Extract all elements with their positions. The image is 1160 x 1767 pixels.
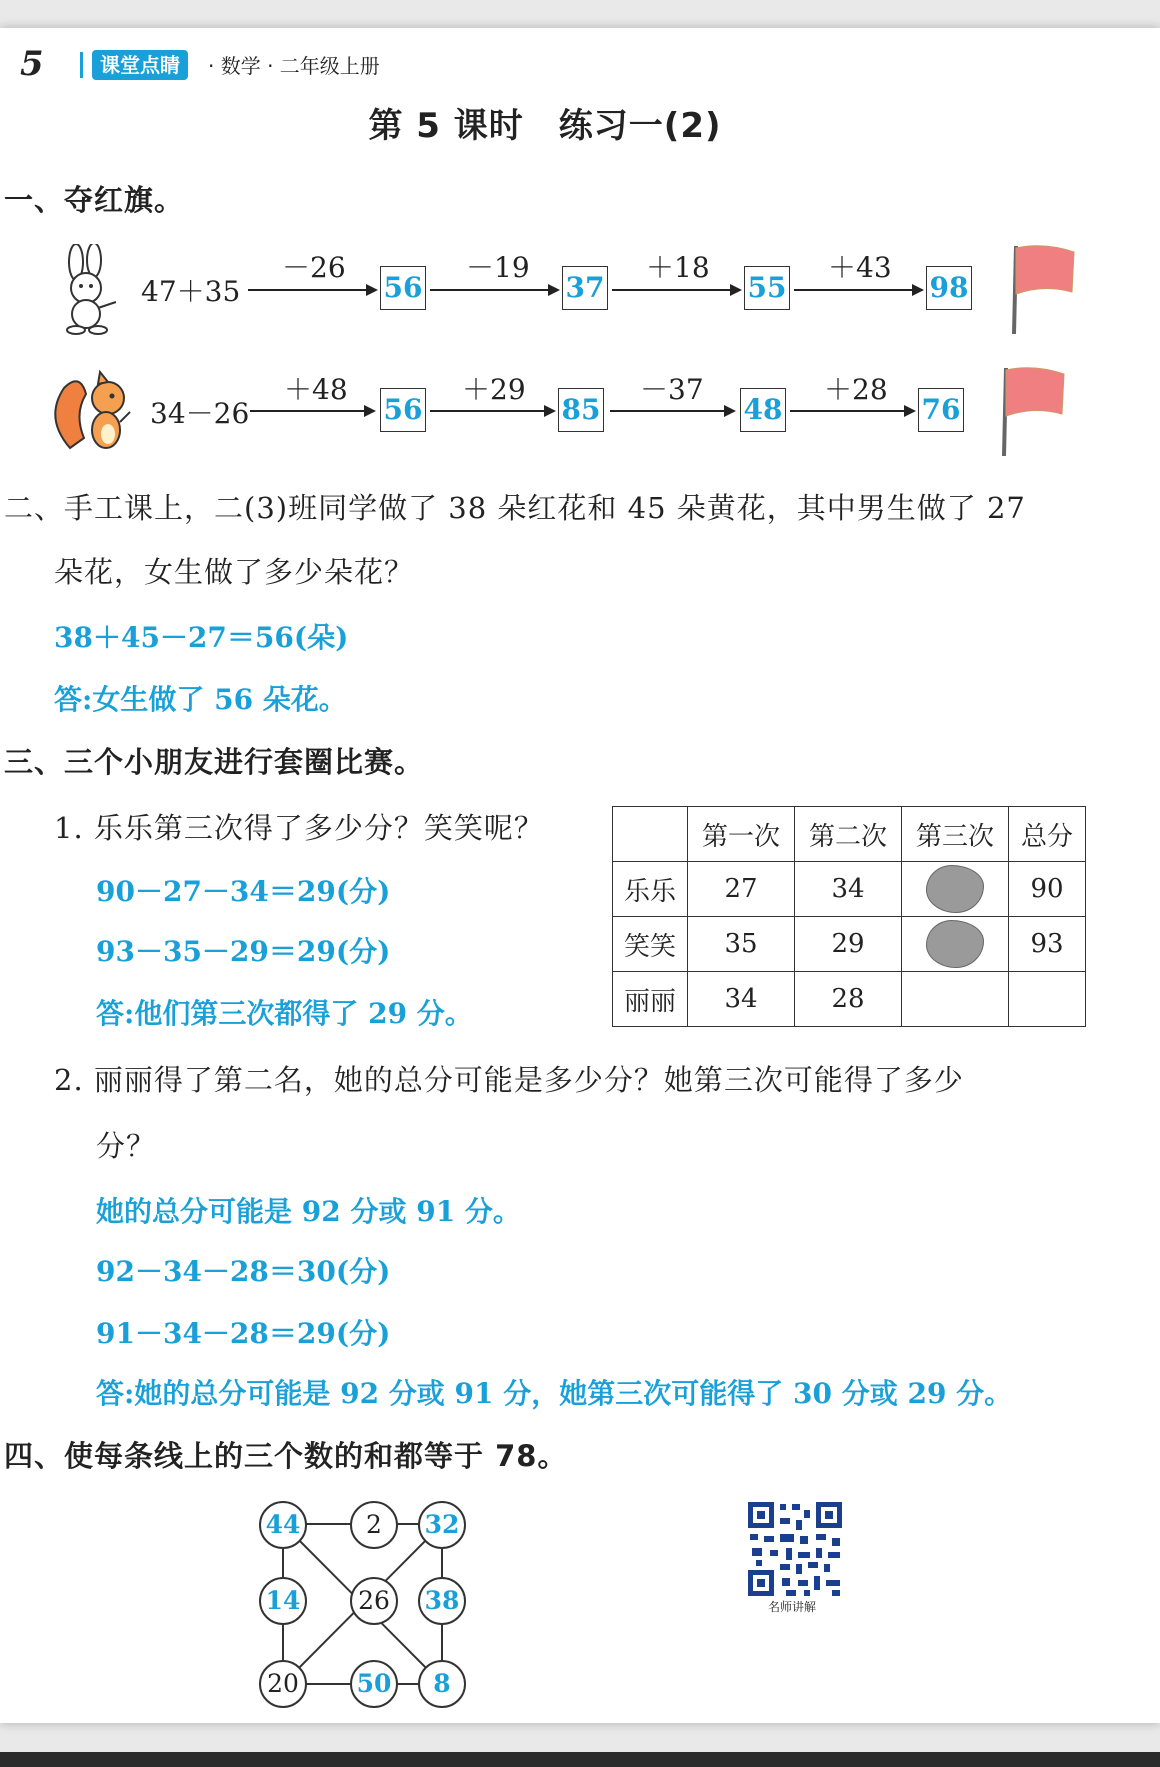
node-middle-left: 14 (259, 1577, 307, 1625)
row2-op-2: ＋29 (462, 373, 526, 406)
section3-q2-answer-2: 92－34－28＝30(分) (96, 1255, 391, 1288)
row1-answer-box-2: 37 (562, 266, 608, 310)
section2-question-line1: 二、手工课上，二(3)班同学做了 38 朵红花和 45 朵黄花，其中男生做了 27 (4, 491, 1026, 525)
section3-heading: 三、三个小朋友进行套圈比赛。 (4, 745, 425, 779)
table-cell-name: 笑笑 (613, 917, 688, 972)
section2-answer-sentence: 答:女生做了 56 朵花。 (54, 683, 347, 716)
row1-answer-box-1: 56 (380, 266, 426, 310)
table-cell: 28 (795, 972, 902, 1027)
row1-arrow-1 (248, 289, 376, 291)
node-top-middle: 2 (350, 1501, 398, 1549)
section3-q2-answer-4: 答:她的总分可能是 92 分或 91 分，她第三次可能得了 30 分或 29 分。 (96, 1377, 1013, 1410)
page-number: 5 (20, 44, 44, 84)
row1-op-4: ＋43 (828, 251, 892, 284)
red-flag-icon (1008, 242, 1078, 336)
table-cell-hidden (902, 917, 1009, 972)
node-center: 26 (350, 1577, 398, 1625)
row2-op-1: ＋48 (284, 373, 348, 406)
table-cell-name: 丽丽 (613, 972, 688, 1027)
row2-op-4: ＋28 (824, 373, 888, 406)
row2-arrow-4 (790, 410, 914, 412)
section3-q1: 1. 乐乐第三次得了多少分？笑笑呢？ (54, 811, 544, 845)
row1-arrow-3 (612, 289, 740, 291)
section1-heading: 一、夺红旗。 (4, 183, 185, 217)
table-row (613, 917, 1086, 972)
series-badge: 课堂点睛 (92, 50, 188, 80)
section4-heading: 四、使每条线上的三个数的和都等于 78。 (4, 1439, 568, 1473)
row1-op-1: －26 (282, 251, 346, 284)
row1-op-3: ＋18 (646, 251, 710, 284)
table-cell: 90 (1009, 862, 1086, 917)
table-header-cell: 第三次 (902, 807, 1009, 862)
table-row (613, 972, 1086, 1027)
rabbit-icon (48, 244, 126, 336)
node-top-left: 44 (259, 1501, 307, 1549)
section3-q1-answer-2: 93－35－29＝29(分) (96, 935, 391, 968)
table-header-row (613, 807, 1086, 862)
row1-answer-box-4: 98 (926, 266, 972, 310)
table-cell: 35 (688, 917, 795, 972)
row1-op-2: －19 (466, 251, 530, 284)
table-header-cell: 第一次 (688, 807, 795, 862)
row2-answer-box-4: 76 (918, 388, 964, 432)
section3-q2-line2: 分？ (96, 1129, 157, 1163)
node-middle-right: 38 (418, 1577, 466, 1625)
section3-q2-answer-3: 91－34－28＝29(分) (96, 1317, 391, 1350)
table-cell: 93 (1009, 917, 1086, 972)
table-cell: 29 (795, 917, 902, 972)
row2-arrow-1 (250, 410, 374, 412)
header-divider (80, 52, 83, 78)
table-header-cell: 第二次 (795, 807, 902, 862)
page-title: 第 5 课时 练习一(2) (368, 106, 722, 146)
row1-answer-box-3: 55 (744, 266, 790, 310)
red-flag-icon (998, 364, 1068, 458)
node-top-right: 32 (418, 1501, 466, 1549)
qr-code-icon[interactable] (746, 1500, 844, 1598)
table-cell-hidden (902, 862, 1009, 917)
table-header-cell: 总分 (1009, 807, 1086, 862)
table-cell (1009, 972, 1086, 1027)
ink-blot-icon (926, 920, 984, 968)
row1-arrow-4 (794, 289, 922, 291)
table-row (613, 862, 1086, 917)
section3-q2-answer-1: 她的总分可能是 92 分或 91 分。 (96, 1195, 521, 1228)
node-bottom-left: 20 (259, 1660, 307, 1708)
table-cell: 34 (795, 862, 902, 917)
section3-q2-line1: 2. 丽丽得了第二名，她的总分可能是多少分？她第三次可能得了多少 (54, 1063, 964, 1097)
table-header-cell (613, 807, 688, 862)
table-cell: 27 (688, 862, 795, 917)
section2-answer-equation: 38＋45－27＝56(朵) (54, 621, 349, 654)
row2-answer-box-1: 56 (380, 388, 426, 432)
row2-answer-box-3: 48 (740, 388, 786, 432)
section2-question-line2: 朵花，女生做了多少朵花？ (54, 555, 415, 589)
qr-code-label: 名师讲解 (768, 1600, 817, 1614)
node-bottom-right: 8 (418, 1660, 466, 1708)
table-cell (902, 972, 1009, 1027)
row2-start-expression: 34－26 (150, 397, 250, 430)
squirrel-icon (50, 368, 134, 454)
score-table (612, 806, 1086, 1027)
section3-q1-answer-1: 90－27－34＝29(分) (96, 875, 391, 908)
row2-answer-box-2: 85 (558, 388, 604, 432)
row2-op-3: －37 (640, 373, 704, 406)
node-bottom-middle: 50 (350, 1660, 398, 1708)
row2-arrow-3 (610, 410, 734, 412)
ink-blot-icon (926, 865, 984, 913)
row2-arrow-2 (430, 410, 554, 412)
row1-start-expression: 47＋35 (141, 275, 241, 308)
book-subtitle: · 数学 · 二年级上册 (208, 54, 380, 78)
table-cell: 34 (688, 972, 795, 1027)
section3-q1-answer-3: 答:他们第三次都得了 29 分。 (96, 997, 473, 1030)
table-cell-name: 乐乐 (613, 862, 688, 917)
row1-arrow-2 (430, 289, 558, 291)
